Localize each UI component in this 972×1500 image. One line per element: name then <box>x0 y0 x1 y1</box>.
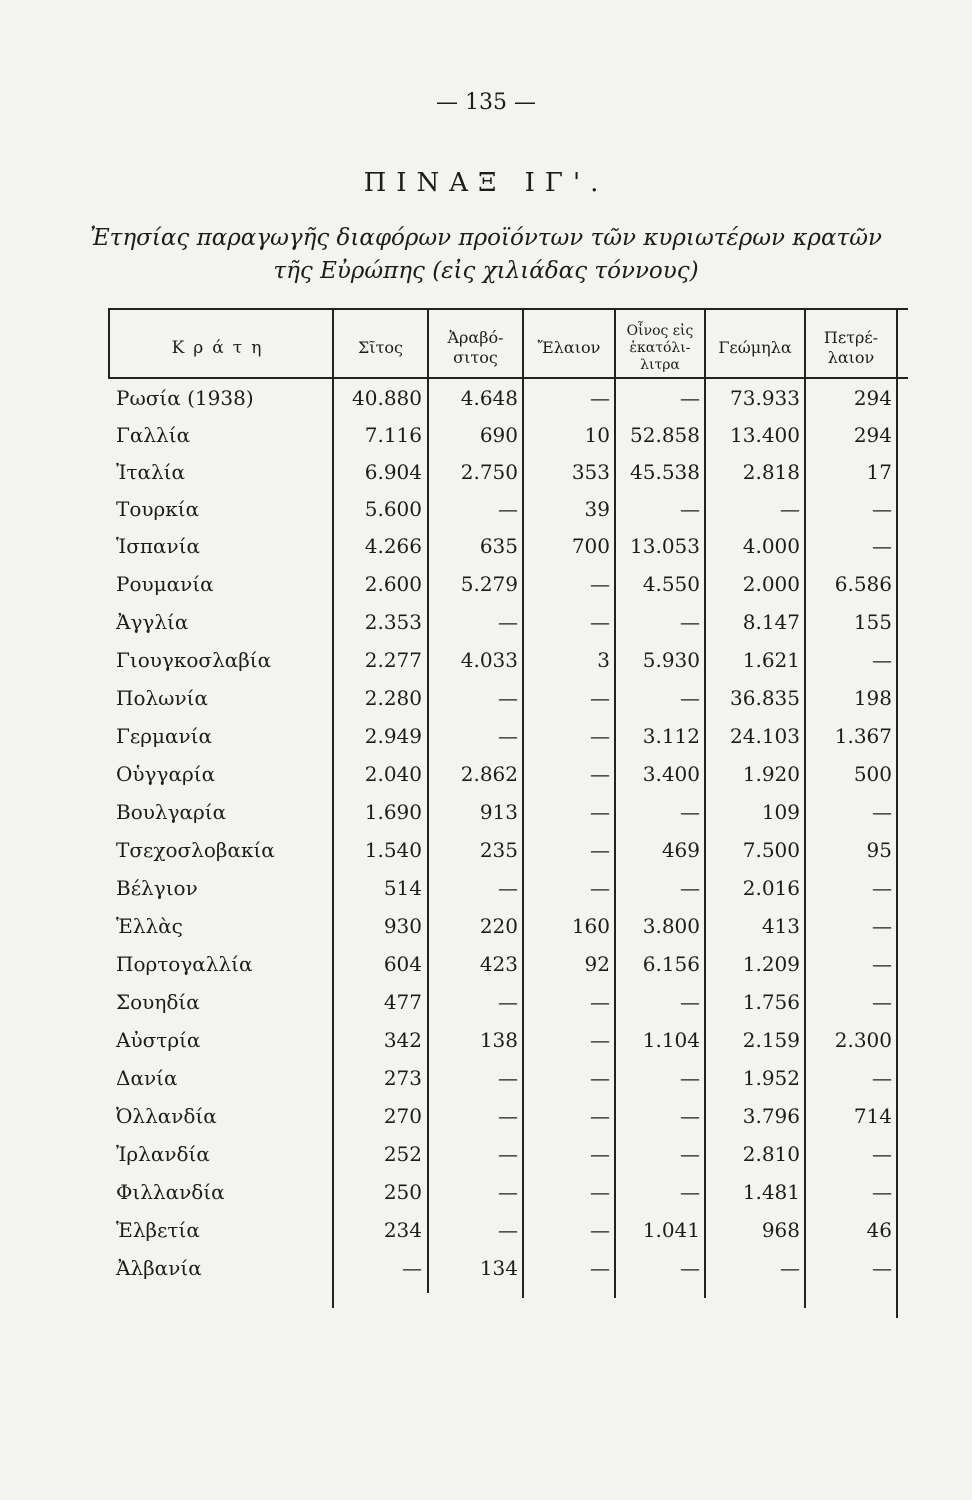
petrelaion-value: — <box>872 534 892 558</box>
geomila-value: 2.000 <box>742 572 800 596</box>
country-name: Ἑλλὰς <box>116 914 183 938</box>
table-row <box>0 756 972 793</box>
arabositos-value: — <box>498 724 518 748</box>
country-name: Οὑγγαρία <box>116 762 216 786</box>
petrelaion-value: — <box>872 1256 892 1280</box>
arabositos-value: — <box>498 990 518 1014</box>
sitos-value: 930 <box>383 914 422 938</box>
elaion-value: — <box>590 686 610 710</box>
petrelaion-value: — <box>872 497 892 521</box>
elaion-value: 700 <box>571 534 610 558</box>
sitos-value: 604 <box>383 952 422 976</box>
petrelaion-value: — <box>872 648 892 672</box>
elaion-value: — <box>590 838 610 862</box>
table-row <box>0 528 972 565</box>
arabositos-value: — <box>498 1066 518 1090</box>
table-row <box>0 984 972 1021</box>
oinos-value: — <box>680 800 700 824</box>
arabositos-value: 134 <box>479 1256 518 1280</box>
oinos-value: — <box>680 1104 700 1128</box>
sitos-value: 477 <box>383 990 422 1014</box>
header-arabositos-line-2: σιτος <box>453 348 498 367</box>
geomila-value: 413 <box>761 914 800 938</box>
table-row <box>0 491 972 528</box>
elaion-value: — <box>590 990 610 1014</box>
sitos-value: 273 <box>383 1066 422 1090</box>
country-name: Ἀγγλία <box>116 610 189 634</box>
sitos-value: 2.277 <box>364 648 422 672</box>
country-name: Τουρκία <box>116 497 200 521</box>
oinos-value: — <box>680 610 700 634</box>
sitos-value: 2.280 <box>364 686 422 710</box>
geomila-value: 2.818 <box>742 460 800 484</box>
elaion-value: 39 <box>584 497 610 521</box>
petrelaion-value: — <box>872 1142 892 1166</box>
geomila-value: 2.016 <box>742 876 800 900</box>
table-row <box>0 417 972 454</box>
petrelaion-value: — <box>872 1066 892 1090</box>
table-row <box>0 380 972 417</box>
country-name: Ρωσία (1938) <box>116 386 254 410</box>
elaion-value: — <box>590 1218 610 1242</box>
sitos-value: 1.690 <box>364 800 422 824</box>
arabositos-value: — <box>498 686 518 710</box>
elaion-value: — <box>590 876 610 900</box>
sitos-value: — <box>402 1256 422 1280</box>
petrelaion-value: — <box>872 876 892 900</box>
table-row <box>0 908 972 945</box>
table-row <box>0 1022 972 1059</box>
petrelaion-value: 17 <box>866 460 892 484</box>
country-name: Ἱσπανία <box>116 534 201 558</box>
country-name: Πολωνία <box>116 686 208 710</box>
elaion-value: 160 <box>571 914 610 938</box>
arabositos-value: 5.279 <box>460 572 518 596</box>
country-name: Γερμανία <box>116 724 213 748</box>
geomila-value: 1.920 <box>742 762 800 786</box>
geomila-value: 2.810 <box>742 1142 800 1166</box>
geomila-value: 7.500 <box>742 838 800 862</box>
table-row <box>0 454 972 491</box>
sitos-value: 234 <box>383 1218 422 1242</box>
sitos-value: 40.880 <box>352 386 422 410</box>
sitos-value: 514 <box>383 876 422 900</box>
arabositos-value: 2.750 <box>460 460 518 484</box>
header-petrelaion-line-1: Πετρέ- <box>823 328 879 347</box>
petrelaion-value: 714 <box>853 1104 892 1128</box>
oinos-value: — <box>680 686 700 710</box>
oinos-value: — <box>680 876 700 900</box>
oinos-value: 6.156 <box>642 952 700 976</box>
geomila-value: 24.103 <box>730 724 800 748</box>
header-arabositos-line-1: Ἀραβό- <box>447 328 504 347</box>
oinos-value: — <box>680 990 700 1014</box>
elaion-value: — <box>590 800 610 824</box>
oinos-value: 52.858 <box>630 423 700 447</box>
header-oinos-line-2: ἑκατόλι- <box>629 339 691 356</box>
arabositos-value: 4.648 <box>460 386 518 410</box>
petrelaion-value: — <box>872 914 892 938</box>
oinos-value: 5.930 <box>642 648 700 672</box>
oinos-value: 3.800 <box>642 914 700 938</box>
country-name: Φιλλανδία <box>116 1180 225 1204</box>
elaion-value: — <box>590 762 610 786</box>
geomila-value: — <box>780 1256 800 1280</box>
arabositos-value: 4.033 <box>460 648 518 672</box>
petrelaion-value: 95 <box>866 838 892 862</box>
table-top-rule <box>108 308 908 310</box>
oinos-value: 3.112 <box>642 724 700 748</box>
country-name: Τσεχοσλοβακία <box>116 838 275 862</box>
elaion-value: — <box>590 1028 610 1052</box>
sitos-value: 342 <box>383 1028 422 1052</box>
geomila-value: 13.400 <box>730 423 800 447</box>
oinos-value: 1.041 <box>642 1218 700 1242</box>
sitos-value: 5.600 <box>364 497 422 521</box>
sitos-value: 250 <box>383 1180 422 1204</box>
arabositos-value: 220 <box>479 914 518 938</box>
table-row <box>0 1136 972 1173</box>
table-row <box>0 1098 972 1135</box>
elaion-value: — <box>590 386 610 410</box>
petrelaion-value: 1.367 <box>834 724 892 748</box>
geomila-value: — <box>780 497 800 521</box>
arabositos-value: 235 <box>479 838 518 862</box>
header-arabositos <box>429 318 522 378</box>
table-row <box>0 1250 972 1287</box>
country-name: Ἀλβανία <box>116 1256 202 1280</box>
country-name: Γαλλία <box>116 423 191 447</box>
oinos-value: — <box>680 1256 700 1280</box>
header-states <box>110 318 332 378</box>
arabositos-value: — <box>498 1218 518 1242</box>
country-name: Πορτογαλλία <box>116 952 253 976</box>
header-sitos-label: Σῖτος <box>357 338 404 357</box>
geomila-value: 1.756 <box>742 990 800 1014</box>
elaion-value: 353 <box>571 460 610 484</box>
country-name: Βέλγιον <box>116 876 198 900</box>
table-row <box>0 794 972 831</box>
header-geomila-label: Γεώμηλα <box>718 338 792 357</box>
sitos-value: 7.116 <box>364 423 422 447</box>
header-elaion <box>524 318 614 378</box>
geomila-value: 36.835 <box>730 686 800 710</box>
country-name: Βουλγαρία <box>116 800 227 824</box>
petrelaion-value: 294 <box>853 423 892 447</box>
page-number: — 135 — <box>436 90 536 115</box>
oinos-value: 45.538 <box>630 460 700 484</box>
country-name: Ἑλβετία <box>116 1218 200 1242</box>
country-name: Γιουγκοσλαβία <box>116 648 272 672</box>
table-row <box>0 642 972 679</box>
header-elaion-label: Ἔλαιον <box>537 338 601 357</box>
oinos-value: — <box>680 1066 700 1090</box>
geomila-value: 2.159 <box>742 1028 800 1052</box>
petrelaion-value: 155 <box>853 610 892 634</box>
oinos-value: — <box>680 386 700 410</box>
header-petrelaion-line-2: λαιον <box>827 348 875 367</box>
country-name: Δανία <box>116 1066 178 1090</box>
petrelaion-value: 294 <box>853 386 892 410</box>
sitos-value: 252 <box>383 1142 422 1166</box>
elaion-value: — <box>590 1066 610 1090</box>
oinos-value: 3.400 <box>642 762 700 786</box>
oinos-value: 13.053 <box>630 534 700 558</box>
elaion-value: — <box>590 610 610 634</box>
petrelaion-value: — <box>872 952 892 976</box>
petrelaion-value: 500 <box>853 762 892 786</box>
sitos-value: 270 <box>383 1104 422 1128</box>
table-row <box>0 1174 972 1211</box>
table-row <box>0 1212 972 1249</box>
petrelaion-value: — <box>872 1180 892 1204</box>
arabositos-value: — <box>498 1142 518 1166</box>
sitos-value: 6.904 <box>364 460 422 484</box>
header-geomila <box>706 318 804 378</box>
geomila-value: 4.000 <box>742 534 800 558</box>
country-name: Ἰρλανδία <box>116 1142 210 1166</box>
oinos-value: — <box>680 1142 700 1166</box>
header-states-label: Κράτη <box>171 338 271 358</box>
elaion-value: — <box>590 1180 610 1204</box>
elaion-value: 10 <box>584 423 610 447</box>
geomila-value: 1.952 <box>742 1066 800 1090</box>
header-oinos-line-3: λιτρα <box>640 356 680 373</box>
arabositos-value: 2.862 <box>460 762 518 786</box>
elaion-value: — <box>590 572 610 596</box>
arabositos-value: 913 <box>479 800 518 824</box>
table-row <box>0 680 972 717</box>
geomila-value: 968 <box>761 1218 800 1242</box>
sitos-value: 1.540 <box>364 838 422 862</box>
petrelaion-value: 6.586 <box>834 572 892 596</box>
elaion-value: — <box>590 1104 610 1128</box>
country-name: Ρουμανία <box>116 572 214 596</box>
arabositos-value: 690 <box>479 423 518 447</box>
table-row <box>0 946 972 983</box>
sitos-value: 2.949 <box>364 724 422 748</box>
geomila-value: 1.209 <box>742 952 800 976</box>
header-sitos <box>334 318 427 378</box>
table-row <box>0 870 972 907</box>
table-row <box>0 832 972 869</box>
country-name: Σουηδία <box>116 990 200 1014</box>
arabositos-value: 138 <box>479 1028 518 1052</box>
geomila-value: 73.933 <box>730 386 800 410</box>
petrelaion-value: — <box>872 800 892 824</box>
elaion-value: — <box>590 1256 610 1280</box>
elaion-value: — <box>590 1142 610 1166</box>
table-row <box>0 1060 972 1097</box>
oinos-value: 1.104 <box>642 1028 700 1052</box>
table-subtitle-line-2: τῆς Εὐρώπης (εἰς χιλιάδας τόννους) <box>273 258 699 284</box>
geomila-value: 1.621 <box>742 648 800 672</box>
arabositos-value: — <box>498 876 518 900</box>
arabositos-value: 423 <box>479 952 518 976</box>
elaion-value: 3 <box>597 648 610 672</box>
country-name: Αὐστρία <box>116 1028 201 1052</box>
table-subtitle-line-1: Ἐτησίας παραγωγῆς διαφόρων προϊόντων τῶν κυριωτέρων κρατῶν <box>90 225 882 251</box>
sitos-value: 2.353 <box>364 610 422 634</box>
arabositos-value: — <box>498 1180 518 1204</box>
oinos-value: 4.550 <box>642 572 700 596</box>
elaion-value: — <box>590 724 610 748</box>
country-name: Ὀλλανδία <box>116 1104 217 1128</box>
geomila-value: 3.796 <box>742 1104 800 1128</box>
geomila-value: 109 <box>761 800 800 824</box>
header-oinos <box>616 318 704 378</box>
header-oinos-line-1: Οἶνος εἰς <box>626 322 694 339</box>
petrelaion-value: 2.300 <box>834 1028 892 1052</box>
elaion-value: 92 <box>584 952 610 976</box>
arabositos-value: — <box>498 1104 518 1128</box>
geomila-value: 8.147 <box>742 610 800 634</box>
header-petrelaion <box>806 318 896 378</box>
sitos-value: 2.600 <box>364 572 422 596</box>
petrelaion-value: 198 <box>853 686 892 710</box>
geomila-value: 1.481 <box>742 1180 800 1204</box>
arabositos-value: — <box>498 610 518 634</box>
table-title: ΠΙΝΑΞ ΙΓ'. <box>363 168 609 198</box>
arabositos-value: — <box>498 497 518 521</box>
sitos-value: 4.266 <box>364 534 422 558</box>
oinos-value: — <box>680 1180 700 1204</box>
petrelaion-value: 46 <box>866 1218 892 1242</box>
table-row <box>0 566 972 603</box>
petrelaion-value: — <box>872 990 892 1014</box>
oinos-value: 469 <box>661 838 700 862</box>
country-name: Ἰταλία <box>116 460 186 484</box>
sitos-value: 2.040 <box>364 762 422 786</box>
table-row <box>0 604 972 641</box>
arabositos-value: 635 <box>479 534 518 558</box>
table-row <box>0 718 972 755</box>
oinos-value: — <box>680 497 700 521</box>
